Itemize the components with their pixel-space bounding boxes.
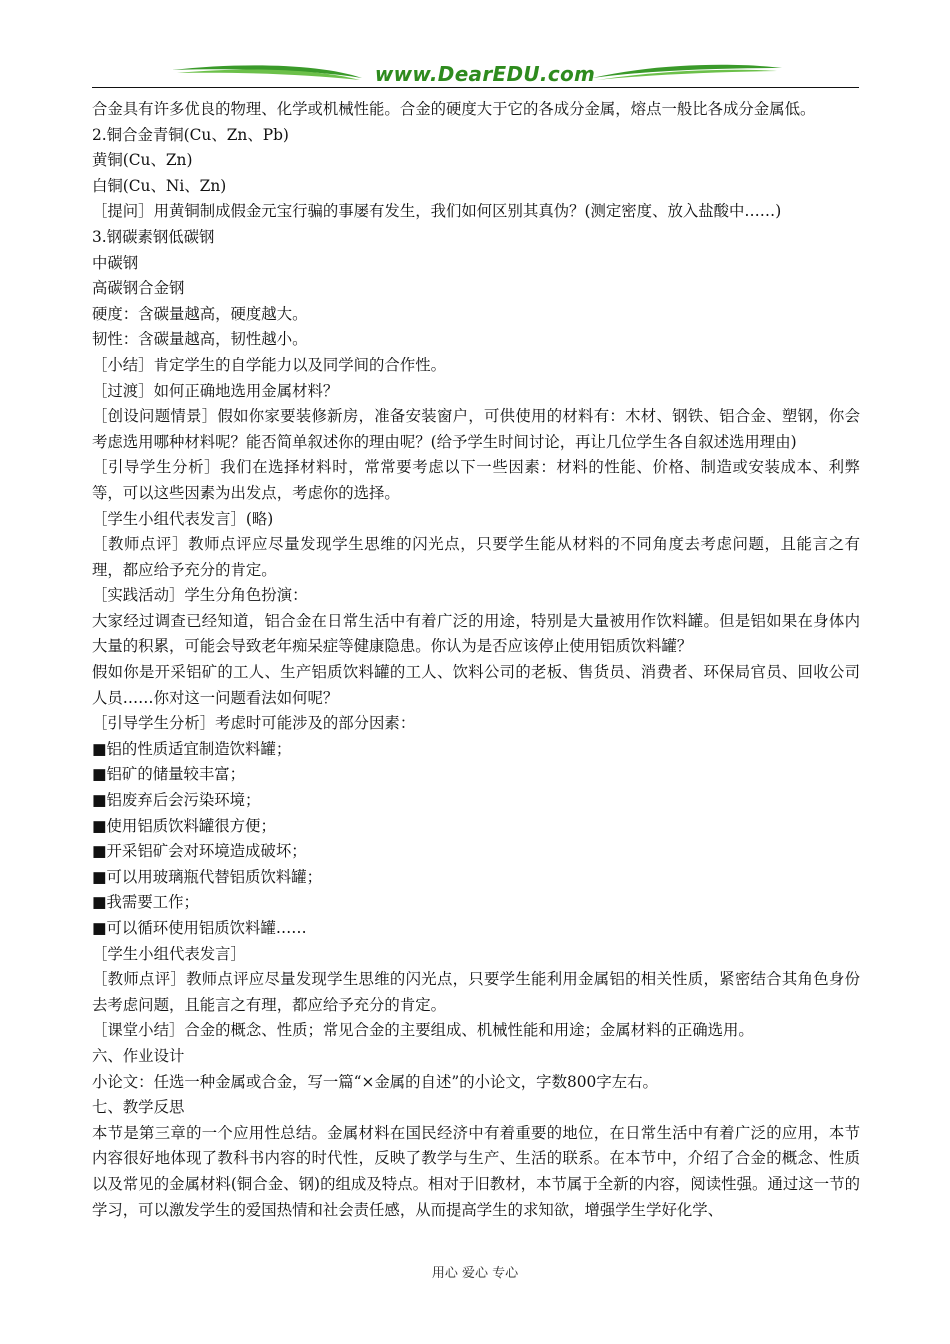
site-logo-text[interactable]: www.DearEDU.com	[374, 62, 596, 86]
paragraph: 2.铜合金青铜(Cu、Zn、Pb)	[92, 125, 289, 144]
paragraph: 合金具有许多优良的物理、化学或机械性能。合金的硬度大于它的各成分金属，熔点一般比各成分金属低。	[92, 100, 816, 118]
paragraph: ■使用铝质饮料罐很方便；	[92, 816, 276, 835]
paragraph: ■可以用玻璃瓶代替铝质饮料罐；	[92, 867, 323, 886]
paragraph: ［引导学生分析］我们在选择材料时，常常要考虑以下一些因素：材料的性能、价格、制造或安装成本、利弊等，可以这些因素为出发点，考虑你的选择。	[92, 458, 860, 502]
paragraph: ［小结］肯定学生的自学能力以及同学间的合作性。	[92, 355, 446, 374]
paragraph: 七、教学反思	[92, 1098, 185, 1117]
paragraph: ■铝的性质适宜制造饮料罐；	[92, 739, 292, 758]
paragraph: 黄铜(Cu、Zn)	[92, 151, 193, 170]
paragraph: ［课堂小结］合金的概念、性质；常见合金的主要组成、机械性能和用途；金属材料的正确选用。	[92, 1021, 754, 1040]
paragraph: 高碳钢合金钢	[92, 279, 185, 298]
paragraph: ［创设问题情景］假如你家要装修新房，准备安装窗户，可供使用的材料有：木材、钢铁、铝合金、塑钢，你会考虑选用哪种材料呢？能否简单叙述你的理由呢？(给予学生时间讨论，再让几位学生各自叙述选用理由)	[92, 407, 860, 451]
paragraph: 白铜(Cu、Ni、Zn)	[92, 176, 227, 195]
paragraph: ［引导学生分析］考虑时可能涉及的部分因素：	[92, 714, 416, 733]
paragraph: ［教师点评］教师点评应尽量发现学生思维的闪光点，只要学生能从材料的不同角度去考虑问题，且能言之有理，都应给予充分的肯定。	[92, 535, 860, 579]
paragraph: ［学生小组代表发言］(略)	[92, 509, 274, 528]
document-body	[92, 97, 860, 1223]
paragraph: ［实践活动］学生分角色扮演：	[92, 586, 308, 605]
paragraph: 假如你是开采铝矿的工人、生产铝质饮料罐的工人、饮料公司的老板、售货员、消费者、环保局官员、回收公司人员……你对这一问题看法如何呢？	[92, 663, 860, 707]
paragraph: 小论文：任选一种金属或合金，写一篇“×金属的自述”的小论文，字数800字左右。	[92, 1072, 658, 1091]
paragraph: ［过渡］如何正确地选用金属材料？	[92, 381, 339, 400]
page-footer: 用心 爱心 专心	[431, 1266, 519, 1281]
paragraph: 硬度：含碳量越高，硬度越大。	[92, 304, 308, 323]
paragraph: ［教师点评］教师点评应尽量发现学生思维的闪光点，只要学生能利用金属铝的相关性质，紧密结合其角色身份去考虑问题，且能言之有理，都应给予充分的肯定。	[92, 970, 860, 1014]
paragraph: 韧性：含碳量越高，韧性越小。	[92, 330, 308, 349]
paragraph: ［学生小组代表发言］	[92, 944, 246, 963]
paragraph: ■铝废弃后会污染环境；	[92, 791, 261, 810]
paragraph: 3.钢碳素钢低碳钢	[92, 227, 215, 246]
paragraph: 中碳钢	[92, 253, 139, 272]
paragraph: ■开采铝矿会对环境造成破坏；	[92, 842, 307, 861]
paragraph: 大家经过调查已经知道，铝合金在日常生活中有着广泛的用途，特别是大量被用作饮料罐。但是铝如果在身体内大量的积累，可能会导致老年痴呆症等健康隐患。你认为是否应该停止使用铝质饮料罐？	[92, 611, 860, 656]
paragraph: 六、作业设计	[92, 1046, 185, 1065]
header-divider	[92, 87, 859, 88]
paragraph: 本节是第三章的一个应用性总结。金属材料在国民经济中有着重要的地位，在日常生活中有着广泛的应用，本节内容很好地体现了教科书内容的时代性，反映了教学与生产、生活的联系。在本节中，介绍了合金的概念、性质以及常见的金属材料(铜合金、钢)的组成及特点。相对于旧教材，本节属于全新的内容，阅读性强。通过这一节的学习，可以激发学生的爱国热情和社会责任感，从而提高学生的求知欲，增强学生学好化学、	[92, 1123, 860, 1219]
paragraph: ■可以循环使用铝质饮料罐……	[92, 919, 307, 937]
paragraph: ■我需要工作；	[92, 893, 199, 912]
paragraph: ■铝矿的储量较丰富；	[92, 765, 246, 784]
paragraph: ［提问］用黄铜制成假金元宝行骗的事屡有发生，我们如何区别其真伪？(测定密度、放入盐酸中……)	[92, 202, 782, 221]
